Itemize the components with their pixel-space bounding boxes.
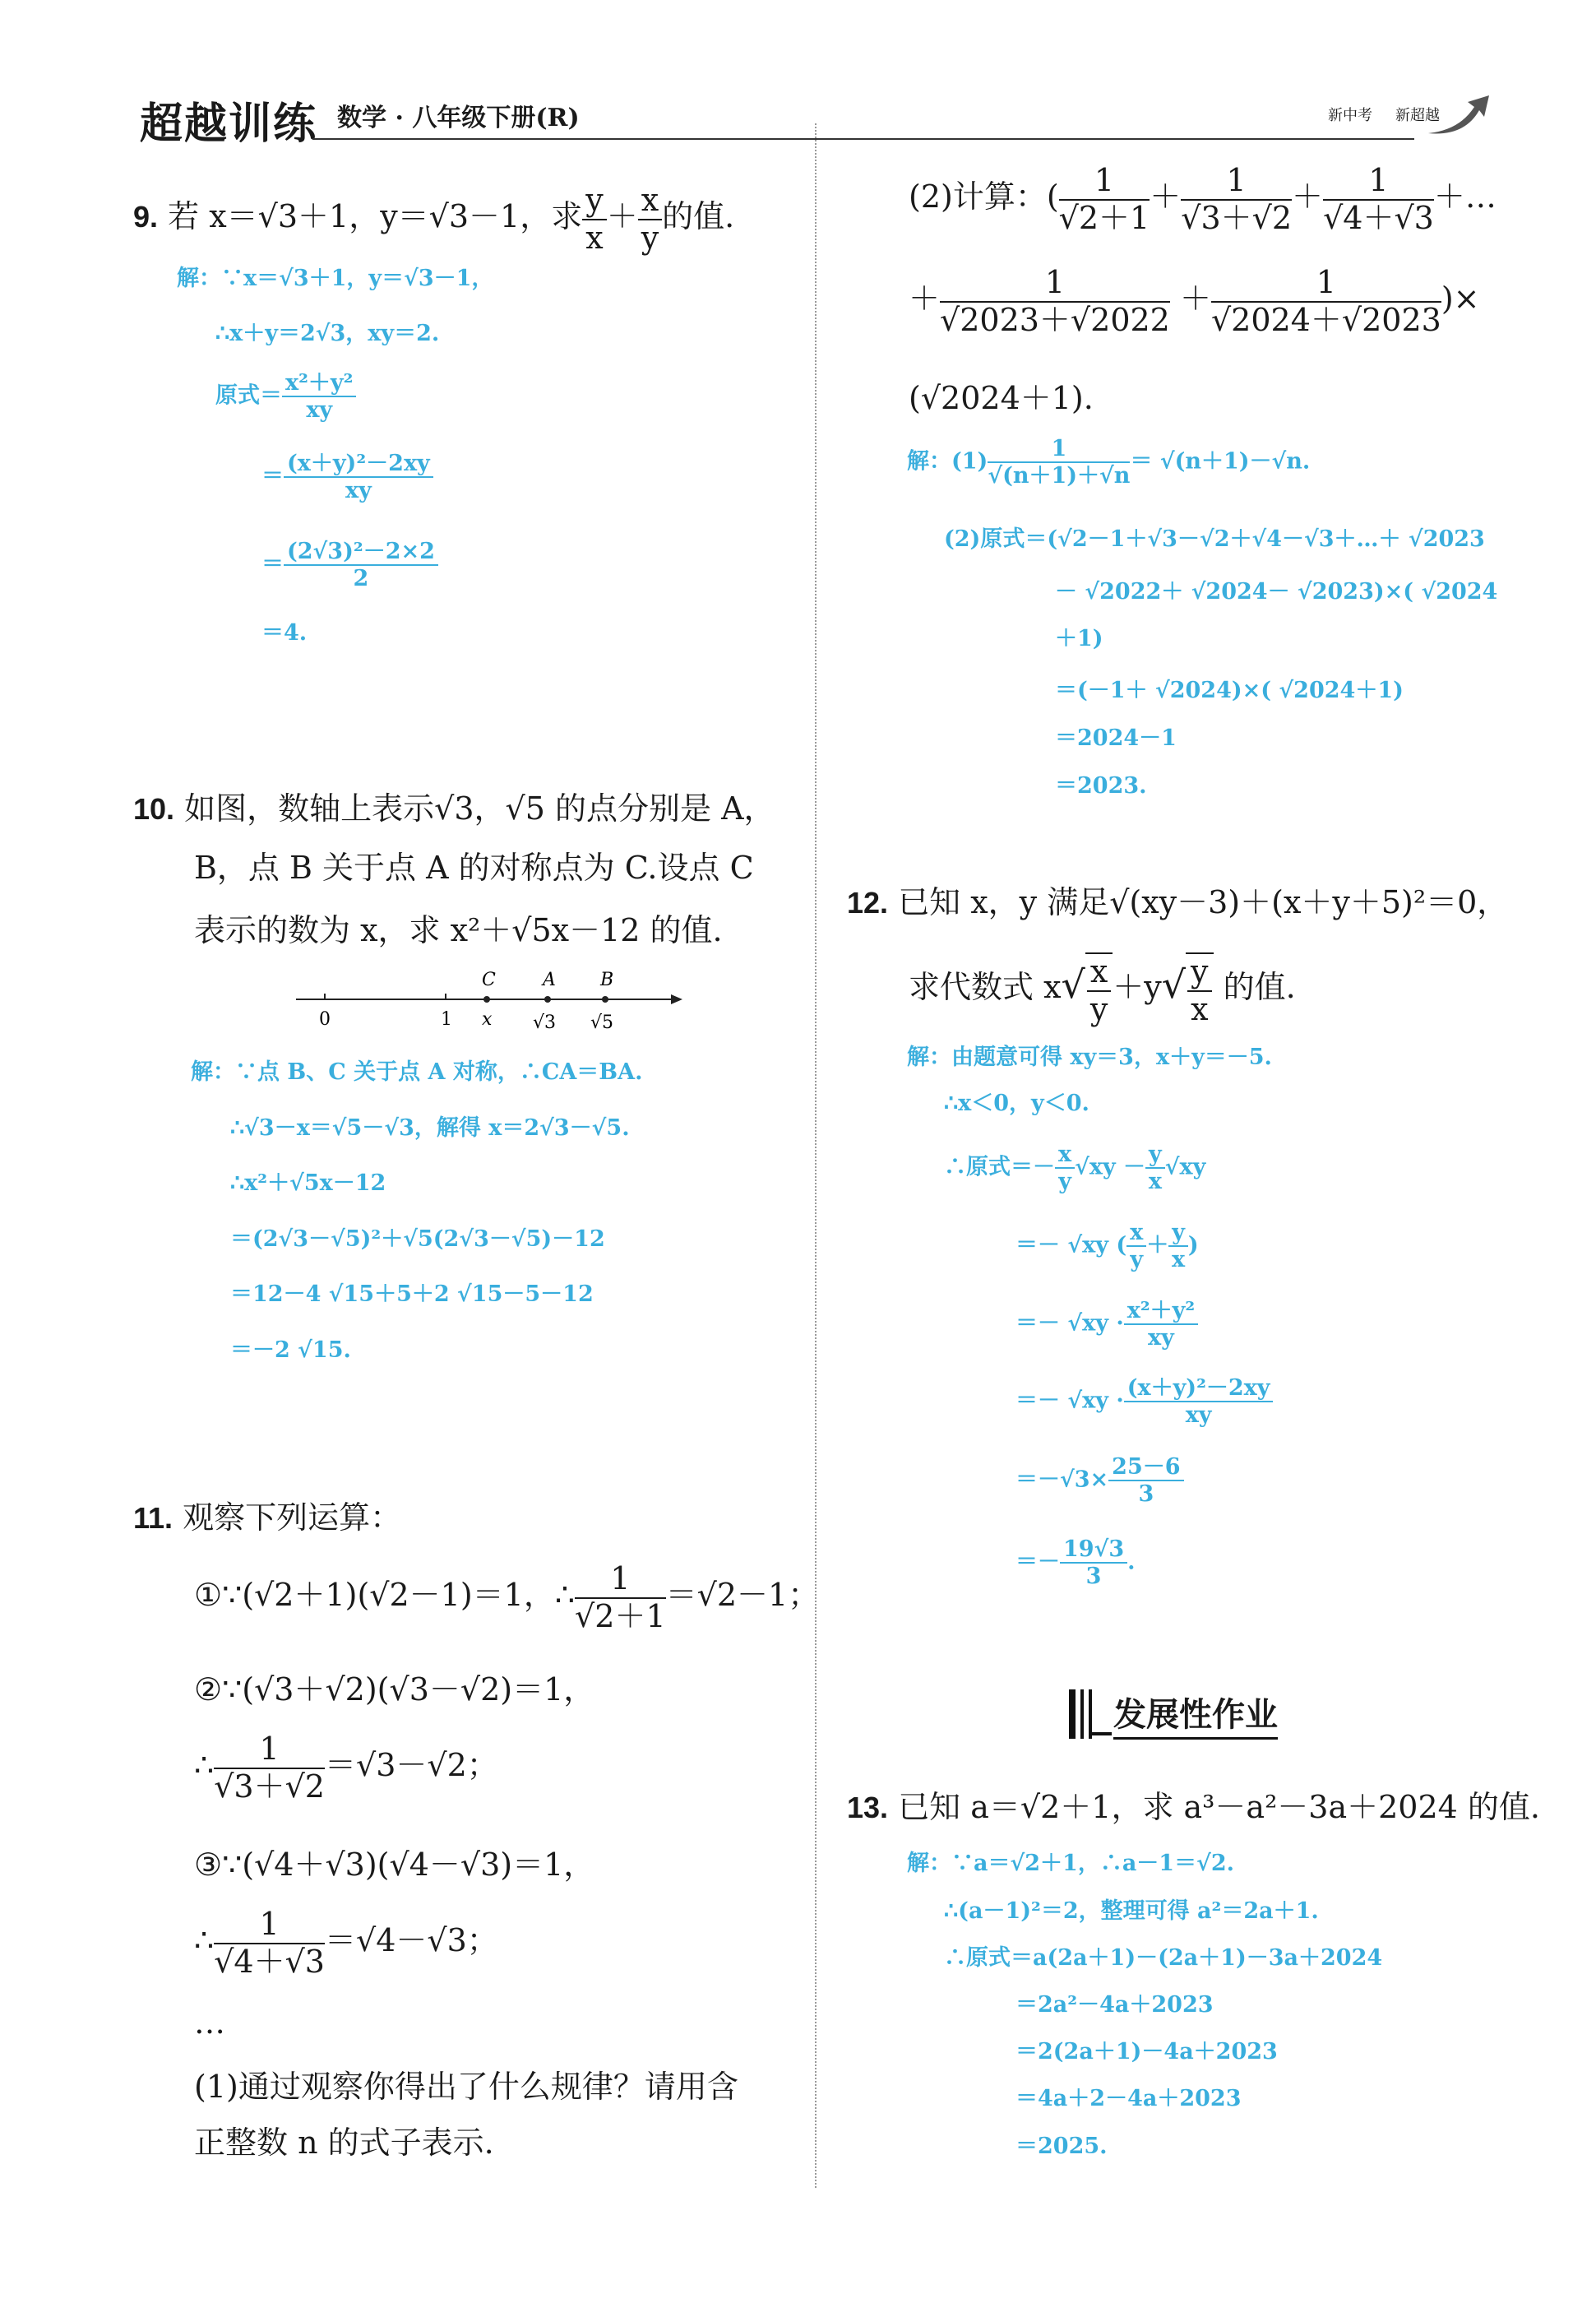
q11-sol-6: ＝2024－1 [1055,725,1177,751]
q13-sol-3: ∴原式＝a(2a＋1)－(2a＋1)－3a＋2024 [944,1945,1383,1971]
book-title: 超越训练 [140,100,318,149]
q9-sol-1: 解：∵x＝√3＋1，y＝√3－1， [177,266,494,291]
q11-part2-line-1: (2)计算：( $\frac{1}{√2+1}$ ＋ $\frac{1}{√3+√2}$ ＋ $\frac{1}{√4+√3}$ ＋… [909,162,1497,236]
point-c [483,996,490,1003]
q12-sol-2: ∴x＜0，y＜0. [944,1091,1089,1116]
arrow-logo-icon [1427,90,1492,140]
q9-sol-5: ＝ $\frac{\text{(2√3)²－2×2}}{2}$ [261,539,438,591]
q11-line-3: ③∵(√4＋√3)(√4－√3)＝1， [194,1847,595,1883]
q11-part1-b: 正整数 n 的式子表示. [194,2125,494,2161]
q13-sol-1: 解：∵a＝√2＋1，∴a－1＝√2. [907,1851,1235,1876]
q10-sol-3: ∴x²＋√5x－12 [230,1170,386,1196]
q12-sol-6: ＝－ √xy · $\frac{\text{(x＋y)²－2xy}}{xy}$ [1015,1375,1273,1428]
label-x: x [482,1009,493,1030]
label-0: 0 [319,1009,331,1030]
q11-sol-4: ＋1) [1055,626,1103,651]
q11-sol-5: ＝(－1＋ √2024)×( √2024＋1) [1055,678,1404,703]
label-1: 1 [441,1009,452,1030]
q11-sol-1: 解：(1) $\frac{1}{√(n+1)+√n}$ ＝ √(n＋1)－√n. [907,436,1311,489]
q11-line-2: ②∵(√3＋√2)(√3－√2)＝1， [194,1671,595,1708]
q10-number: 10. [133,792,175,826]
q9-statement: 9. 若 x＝√3＋1，y＝√3－1，求 $\frac{y}{x}$ ＋ $\frac{x}{y}$ 的值. [133,182,735,256]
q9-number: 9. [133,200,159,234]
q9-sol-4: ＝ $\frac{\text{(x＋y)²－2xy}}{xy}$ [261,451,433,503]
q13-sol-2: ∴(a－1)²＝2，整理可得 a²＝2a＋1. [944,1898,1319,1924]
q10-sol-2: ∴√3－x＝√5－√3，解得 x＝2√3－√5. [230,1115,630,1141]
book-subtitle: 数学 · 八年级下册(R) [337,104,580,132]
q10-sol-6: ＝－2 √15. [230,1337,351,1363]
header-rule [312,138,1414,140]
q11-ellipsis: … [194,2004,225,2041]
axis-arrow-icon [671,994,682,1004]
q9-sol-3: 原式＝ $\frac{\text{x²＋y²}}{xy}$ [215,370,356,423]
number-line-figure [288,962,691,1036]
point-a [544,996,551,1003]
q11-number: 11. [133,1501,173,1535]
q11-line-1: ①∵(√2＋1)(√2－1)＝1，∴ $\frac{1}{√2+1}$ ＝√2－1； [194,1560,820,1634]
q12-sol-1: 解：由题意可得 xy＝3，x＋y＝－5. [907,1045,1272,1070]
q9-sol-2: ∴x＋y＝2√3，xy＝2. [215,321,440,346]
section-bars-icon [1067,1688,1113,1740]
q13-sol-4: ＝2a²－4a＋2023 [1015,1992,1214,2018]
q11-line-3b: ∴ $\frac{1}{√4+√3}$ ＝√4－√3； [194,1906,498,1980]
q11-part2-line-2: ＋ $\frac{1}{√2023+√2022}$ ＋ $\frac{1}{√2024+√2023}$ )× [909,264,1480,338]
q11-line-2b: ∴ $\frac{1}{√3+√2}$ ＝√3－√2； [194,1731,498,1805]
q12-number: 12. [847,886,889,920]
q11-sol-3: － √2022＋ √2024－ √2023)×( √2024 [1055,579,1498,605]
q13-sol-7: ＝2025. [1015,2134,1108,2159]
q11-sol-7: ＝2023. [1055,773,1147,799]
label-sqrt5: √5 [590,1012,614,1033]
q10-line-1: 10. 如图，数轴上表示√3，√5 的点分别是 A， [133,790,775,827]
q11-intro: 11. 观察下列运算： [133,1499,402,1536]
q12-line-1: 12. 已知 x，y 满足√(xy－3)＋(x＋y＋5)²＝0， [847,884,1509,920]
q11-part2-line-3: (√2024＋1). [909,380,1094,416]
q12-sol-7: ＝－√3× $\frac{25-6}{3}$ [1015,1454,1184,1507]
q10-line-3: 表示的数为 x，求 x²＋√5x－12 的值. [194,912,723,948]
label-a: A [543,970,556,990]
q11-part1-a: (1)通过观察你得出了什么规律？请用含 [194,2069,738,2105]
header-tag-2: 新超越 [1395,107,1440,124]
q12-sol-5: ＝－ √xy · $\frac{\text{x²＋y²}}{xy}$ [1015,1298,1198,1351]
q13-statement: 13. 已知 a＝√2＋1，求 a³－a²－3a＋2024 的值. [847,1789,1540,1825]
label-c: C [482,970,496,990]
q13-sol-5: ＝2(2a＋1)－4a＋2023 [1015,2039,1278,2064]
q13-sol-6: ＝4a＋2－4a＋2023 [1015,2086,1242,2111]
point-b [602,996,608,1003]
section-heading [1067,1688,1278,1740]
q11-sol-2: (2)原式＝(√2－1＋√3－√2＋√4－√3＋…＋ √2023 [944,526,1485,552]
header-tag-1: 新中考 [1328,107,1372,124]
q12-line-2: 求代数式 x√ $\frac{x}{y}$ ＋y√ $\frac{y}{x}$ 的值. [909,953,1296,1027]
section-title: 发展性作业 [1113,1689,1278,1740]
q10-sol-1: 解：∵点 B、C 关于点 A 对称，∴CA＝BA. [191,1059,643,1085]
q10-sol-4: ＝(2√3－√5)²＋√5(2√3－√5)－12 [230,1226,605,1252]
q12-sol-8: ＝－ $\frac{19√3}{3}$ . [1015,1536,1136,1590]
q10-sol-5: ＝12－4 √15＋5＋2 √15－5－12 [230,1281,594,1307]
q10-line-2: B，点 B 关于点 A 的对称点为 C.设点 C [194,850,754,886]
q12-sol-3: ∴原式＝－ $\frac{x}{y}$ √xy － $\frac{y}{x}$ √xy [944,1142,1206,1195]
q12-sol-4: ＝－ √xy ( $\frac{x}{y}$ ＋ $\frac{y}{x}$ ) [1015,1220,1199,1273]
q9-sol-6: ＝4. [261,620,308,646]
column-divider [815,123,817,2188]
label-sqrt3: √3 [533,1012,557,1033]
label-b: B [600,970,614,990]
q13-number: 13. [847,1791,889,1824]
